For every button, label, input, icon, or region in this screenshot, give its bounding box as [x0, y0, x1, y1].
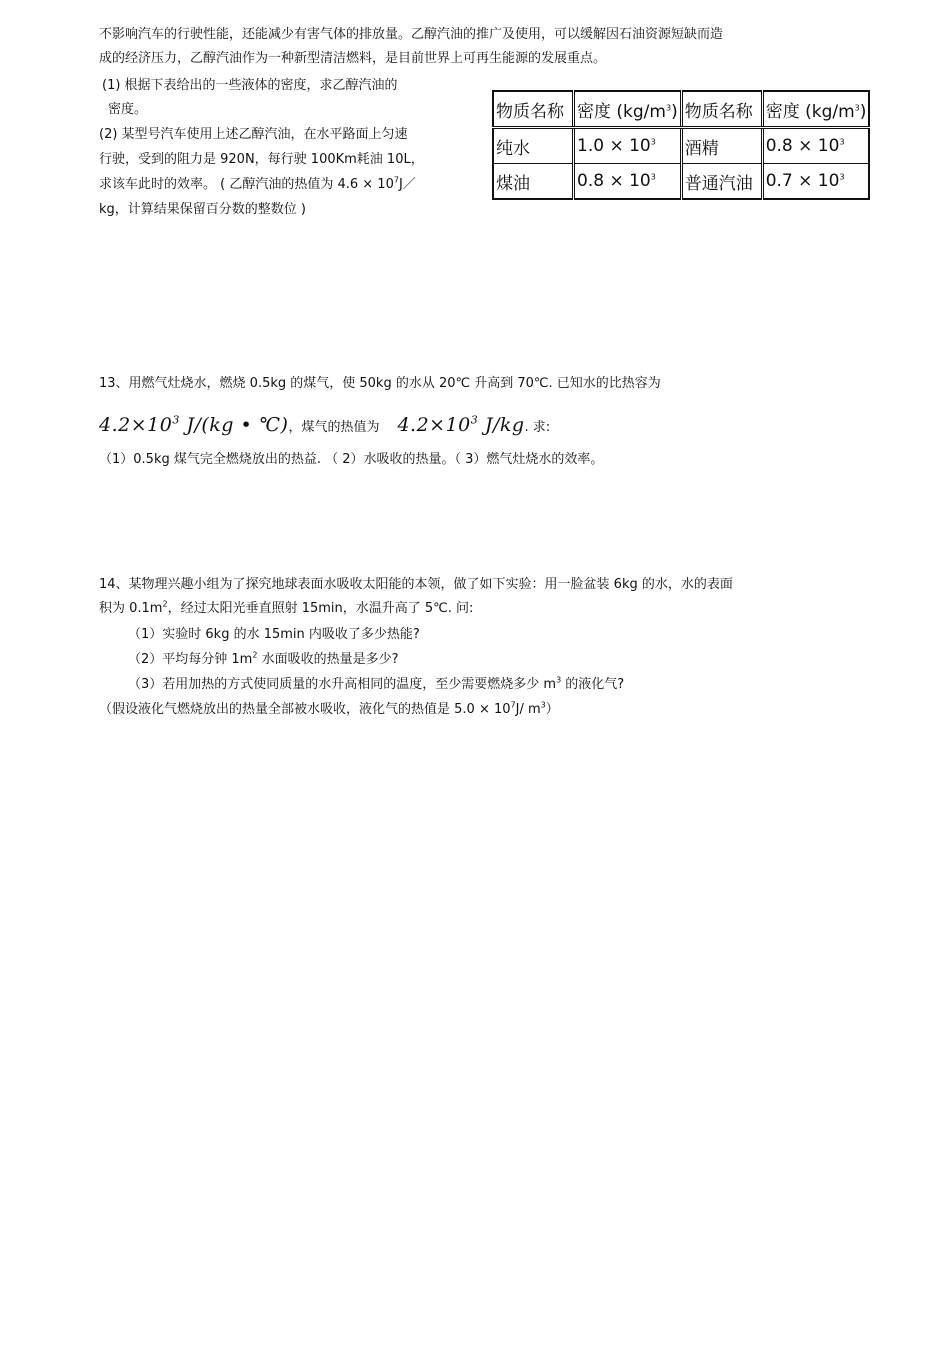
table-row [493, 128, 869, 164]
intro-line-2: 成的经济压力，乙醇汽油作为一种新型清洁燃料，是目前世界上可再生能源的发展重点。 [99, 51, 607, 66]
q14-line2-rest: ，经过太阳光垂直照射 15min，水温升高了 5℃. 问: [167, 601, 474, 616]
density-value [762, 128, 869, 164]
substance-name: 酒精 [681, 128, 762, 164]
q12-part1-line1: (1) 根据下表给出的一些液体的密度，求乙醇汽油的 [102, 78, 398, 93]
q14-sub2-text: （2）平均每分钟 1m [128, 652, 253, 667]
q14-note-exp: 7 [510, 700, 516, 710]
q13-mid-text: ，煤气的热值为 [288, 420, 380, 435]
specific-heat-unit: J/(kg • ℃) [179, 414, 289, 436]
q14-note [99, 702, 559, 718]
substance-name: 纯水 [493, 128, 574, 164]
q13-line-1: 13、用燃气灶烧水，燃烧 0.5kg 的煤气，使 50kg 的水从 20℃ 升高到 70℃. 已知水的比热容为 [99, 376, 661, 391]
q14-note-text: （假设液化气燃烧放出的热量全部被水吸收，液化气的热值是 5.0 × 10 [99, 702, 511, 717]
q12-part2-line3 [99, 177, 416, 193]
q12-line3-text: 求该车此时的效率。 ( 乙醇汽油的热值为 4.6 × 10 [99, 177, 394, 192]
header-density-2-text: 密度 (kg/m [765, 101, 855, 122]
density-table-header [493, 91, 869, 128]
q14-sub3-text: （3）若用加热的方式使同质量的水升高相同的温度，至少需要燃烧多少 m [128, 677, 557, 692]
q12-part2-line1: (2) 某型号汽车使用上述乙醇汽油，在水平路面上匀速 [99, 127, 408, 142]
q14-sub-1: （1）实验时 6kg 的水 15min 内吸收了多少热能? [128, 627, 420, 642]
substance-name: 煤油 [493, 164, 574, 200]
q14-sub-3 [128, 677, 624, 693]
density-value-text: 0.8 × 10 [765, 136, 840, 156]
header-substance-1: 物质名称 [493, 91, 574, 128]
header-substance-2: 物质名称 [681, 91, 762, 128]
header-density-2-exp: 3 [854, 102, 860, 112]
density-value-text: 0.8 × 10 [577, 171, 651, 191]
density-value-exp: 3 [650, 137, 656, 147]
q13-end-text: . 求: [524, 420, 551, 435]
density-value-text: 0.7 × 10 [765, 171, 840, 191]
header-density-2-close: ) [859, 101, 867, 122]
header-density-1-text: 密度 (kg/m [577, 101, 666, 122]
q14-sub2-rest: 水面吸收的热量是多少? [257, 652, 399, 667]
q14-line-1: 14、某物理兴趣小组为了探究地球表面水吸收太阳能的本领，做了如下实验：用一脸盆装 6kg 的水，水的表面 [99, 577, 733, 592]
heat-value-mantissa: 4.2×10 [397, 414, 471, 436]
density-value-exp: 3 [839, 172, 845, 182]
header-density-1-close: ) [671, 101, 678, 122]
intro-line-1: 不影响汽车的行驶性能，还能减少有害气体的排放量。乙醇汽油的推广及使用，可以缓解因石油资源短缺而造 [99, 27, 724, 42]
density-table [492, 90, 870, 200]
density-value-exp: 3 [650, 172, 656, 182]
density-value-text: 1.0 × 10 [577, 136, 651, 156]
header-density-1-exp: 3 [665, 102, 672, 112]
substance-name: 普通汽油 [681, 164, 762, 200]
q14-sub3-rest: 的液化气? [561, 677, 625, 692]
q13-line-3: （1）0.5kg 煤气完全燃烧放出的热益. （ 2）水吸收的热量。（ 3）燃气灶烧水的效率。 [99, 452, 604, 467]
q14-note-unit: J/ m [515, 702, 541, 717]
q12-part2-line4: kg，计算结果保留百分数的整数位 ) [99, 202, 306, 217]
density-value [762, 164, 869, 200]
specific-heat-formula [99, 414, 288, 436]
q12-part2-line2: 行驶，受到的阻力是 920N，每行驶 100Km耗油 10L， [99, 152, 424, 167]
q12-part1-line2: 密度。 [108, 102, 148, 117]
density-value [574, 128, 682, 164]
q14-sub-2 [128, 652, 398, 668]
q14-sub3-exp: 3 [556, 675, 562, 685]
q14-sub2-exp: 2 [252, 650, 258, 660]
header-density-1 [574, 91, 682, 128]
heat-value-formula [397, 414, 524, 436]
heat-value-exponent: 3 [470, 413, 479, 427]
density-value-exp: 3 [839, 137, 845, 147]
table-row [493, 164, 869, 200]
density-value [574, 164, 682, 200]
q12-line3-unit: J／ [398, 177, 416, 192]
q14-line2-exp: 2 [162, 599, 168, 609]
header-density-2 [762, 91, 869, 128]
q13-line-2 [99, 412, 550, 441]
specific-heat-mantissa: 4.2×10 [99, 414, 173, 436]
q14-line-2 [99, 601, 473, 617]
q14-line2-text: 积为 0.1m [99, 601, 163, 616]
heat-value-unit: J/kg [478, 414, 525, 436]
q14-note-exp2: 3 [540, 700, 546, 710]
q14-note-close: ） [545, 702, 559, 717]
specific-heat-exponent: 3 [172, 413, 180, 427]
q12-line3-exponent: 7 [393, 175, 399, 185]
